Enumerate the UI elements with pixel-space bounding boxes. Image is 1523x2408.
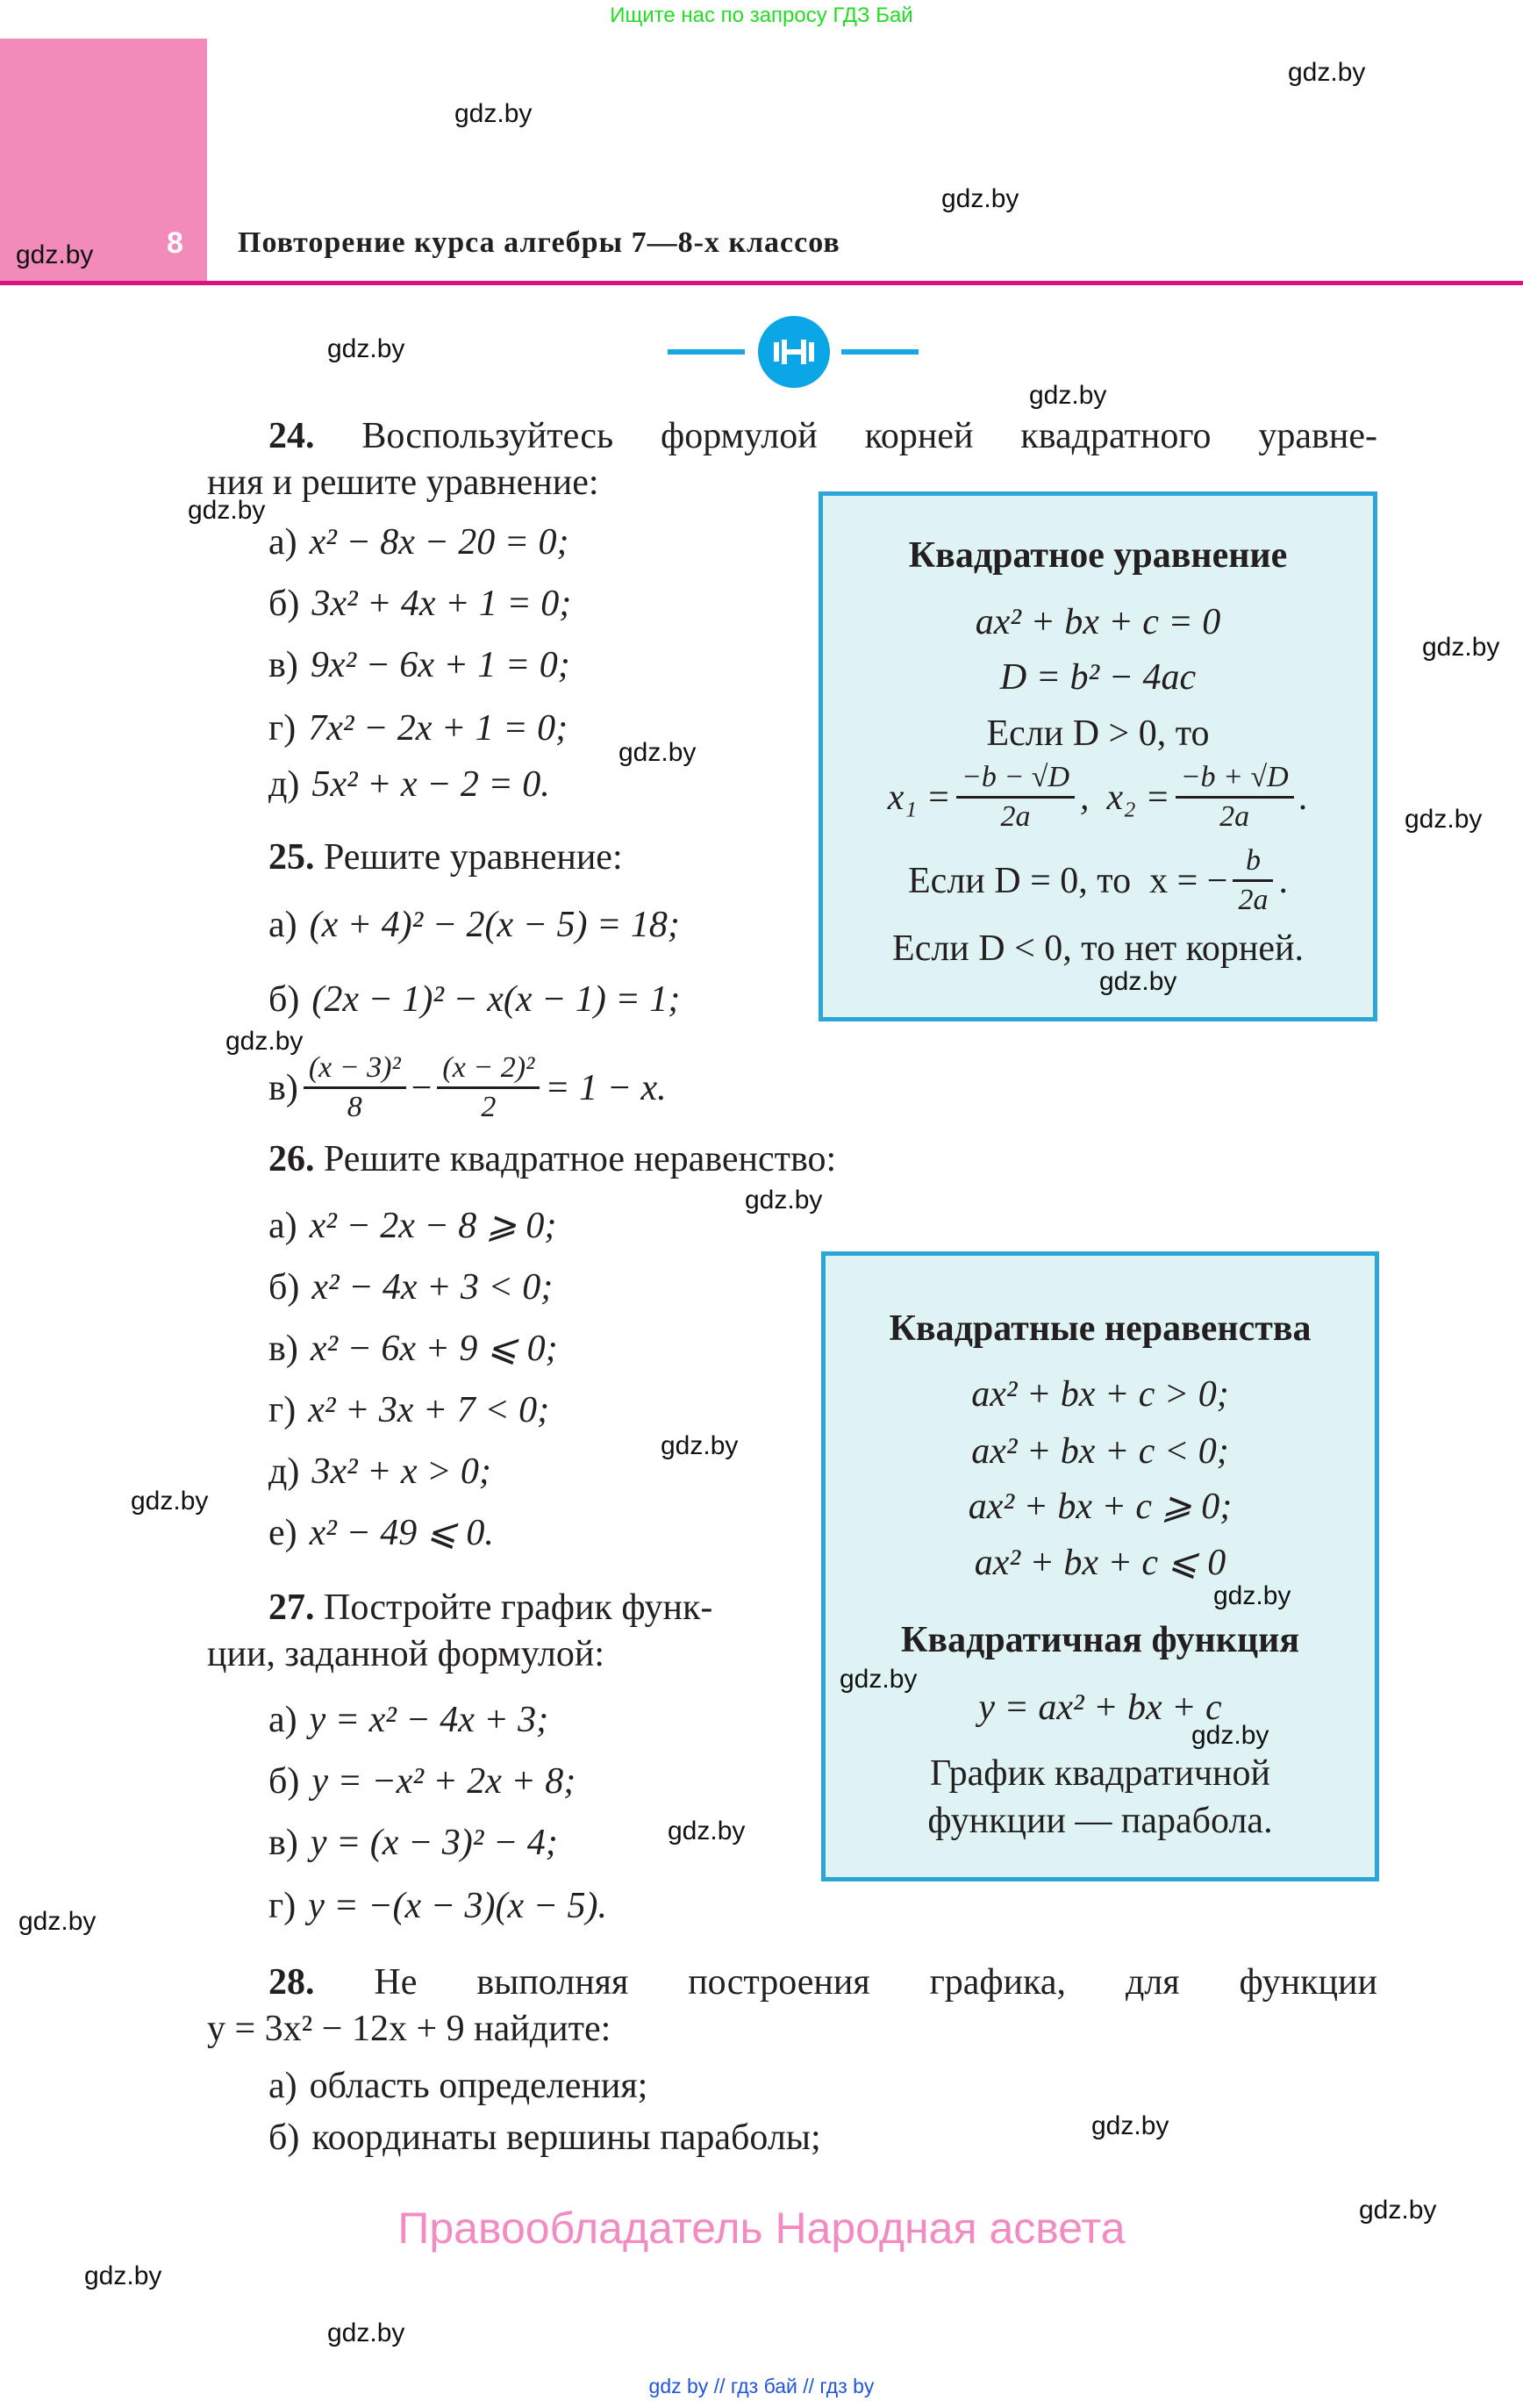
watermark: gdz.by	[188, 496, 266, 525]
problem-text-word: выполняя	[476, 1962, 629, 2003]
inequality: ax² + bx + c ⩾ 0;	[968, 1487, 1233, 1527]
period: .	[1298, 777, 1309, 818]
item-expression: координаты вершины параболы;	[311, 2118, 821, 2158]
function-title: Квадратичная функция	[900, 1620, 1300, 1660]
item-label: а)	[268, 1206, 297, 1246]
inequality: ax² + bx + c > 0;	[971, 1374, 1229, 1415]
top-banner[interactable]: Ищите нас по запросу ГДЗ Бай	[610, 4, 913, 27]
operator: −	[411, 1067, 433, 1108]
quadratic-inequalities-box	[821, 1251, 1379, 1881]
problem-26-item	[268, 1203, 556, 1249]
denominator: 2	[437, 1086, 540, 1126]
box-title: Квадратные неравенства	[889, 1308, 1312, 1349]
problem-25-item	[268, 902, 680, 948]
bottom-links[interactable]: gdz by // гдз бай // гдз by	[648, 2375, 875, 2397]
fraction	[437, 1050, 540, 1126]
item-expression: x² − 4x + 3 < 0;	[311, 1267, 554, 1308]
problem-text-word: Не	[374, 1962, 418, 2003]
watermark: gdz.by	[1099, 967, 1177, 996]
item-label: а)	[268, 905, 297, 945]
divider-right	[841, 349, 919, 355]
problem-text-word: функции	[1239, 1962, 1377, 2003]
item-expression: (x + 4)² − 2(x − 5) = 18;	[309, 905, 680, 945]
fraction	[1176, 759, 1294, 835]
watermark: gdz.by	[327, 2318, 405, 2347]
item-label: г)	[268, 708, 297, 749]
item-expression: y = x² − 4x + 3;	[309, 1700, 549, 1740]
item-label: г)	[268, 1886, 297, 1926]
watermark: gdz.by	[745, 1186, 823, 1215]
item-expression: x² + 3x + 7 < 0;	[308, 1390, 550, 1430]
problem-24-item	[268, 762, 550, 807]
problem-27-line1	[268, 1585, 712, 1630]
item-expression: x² − 2x − 8 ⩾ 0;	[309, 1206, 557, 1246]
watermark: gdz.by	[131, 1487, 209, 1516]
watermark: gdz.by	[225, 1027, 304, 1056]
problem-26-item	[268, 1387, 549, 1433]
item-label: б)	[268, 1267, 300, 1308]
item-expression: 7x² − 2x + 1 = 0;	[308, 708, 568, 749]
problem-28-line2: y = 3x² − 12x + 9 найдите:	[207, 2009, 611, 2049]
rhs: = 1 − x.	[545, 1067, 667, 1108]
watermark: gdz.by	[18, 1907, 97, 1936]
problem-26-item	[268, 1326, 558, 1372]
box-title: Квадратное уравнение	[908, 535, 1288, 576]
problem-25-item-c	[268, 1050, 667, 1126]
problem-text: Решите уравнение:	[324, 837, 623, 878]
header-divider	[0, 281, 1523, 285]
numerator: −b + √D	[1180, 761, 1289, 793]
item-label: б)	[268, 2118, 300, 2158]
watermark: gdz.by	[454, 99, 533, 128]
problem-25-item	[268, 977, 680, 1022]
item-label: а)	[268, 1700, 297, 1740]
general-form: ax² + bx + c = 0	[975, 602, 1221, 642]
period: .	[1278, 860, 1288, 901]
item-label: в)	[268, 645, 298, 685]
problem-28-item	[268, 2063, 647, 2109]
item-label: е)	[268, 1513, 297, 1553]
item-expression: (2x − 1)² − x(x − 1) = 1;	[311, 979, 681, 1020]
item-label: а)	[268, 2066, 297, 2106]
case-zero	[823, 842, 1373, 919]
denominator: 2a	[956, 796, 1075, 835]
problem-24-item	[268, 706, 568, 751]
problem-text: Решите квадратное неравенство:	[324, 1139, 837, 1179]
item-label: д)	[268, 764, 300, 805]
function-formula: y = ax² + bx + c	[978, 1688, 1222, 1728]
item-label: б)	[268, 979, 300, 1020]
item-label: в)	[268, 1329, 298, 1369]
watermark: gdz.by	[1213, 1581, 1291, 1610]
watermark: gdz.by	[1091, 2111, 1169, 2140]
watermark: gdz.by	[1288, 58, 1366, 87]
inequality: ax² + bx + c ⩽ 0	[974, 1543, 1226, 1583]
problem-28-line1	[268, 1960, 1377, 2005]
problem-number: 28.	[268, 1962, 315, 2003]
problem-text-word: построения	[688, 1962, 870, 2003]
item-label: г)	[268, 1390, 297, 1430]
inequality: ax² + bx + c < 0;	[971, 1431, 1229, 1472]
numerator: −b − √D	[961, 761, 1069, 793]
denominator: 2a	[1176, 796, 1294, 835]
item-expression: область определения;	[309, 2066, 648, 2106]
item-label: в)	[268, 1067, 298, 1108]
copyright-notice: Правообладатель Народная асвета	[397, 2204, 1126, 2253]
problem-27-item	[268, 1820, 558, 1866]
problem-text-word: графика,	[929, 1962, 1067, 2003]
problem-26-title	[268, 1136, 836, 1182]
watermark: gdz.by	[618, 738, 697, 767]
watermark: gdz.by	[327, 334, 405, 363]
numerator: (x − 3)²	[308, 1051, 401, 1084]
watermark: gdz.by	[661, 1431, 739, 1460]
problem-number: 26.	[268, 1139, 315, 1179]
watermark: gdz.by	[668, 1817, 746, 1845]
numerator: b	[1245, 844, 1261, 877]
problem-26-item	[268, 1510, 494, 1556]
item-expression: x² − 49 ⩽ 0.	[309, 1513, 494, 1553]
watermark: gdz.by	[16, 240, 94, 269]
divider-left	[668, 349, 745, 355]
chapter-title: Повторение курса алгебры 7—8-х классов	[238, 226, 840, 259]
problem-28-item	[268, 2115, 821, 2161]
item-expression: x² − 6x + 9 ⩽ 0;	[310, 1329, 558, 1369]
item-expression: y = −(x − 3)(x − 5).	[308, 1886, 607, 1926]
problem-24-line1	[268, 413, 1377, 459]
dumbbell-icon	[758, 316, 830, 388]
problem-text: Воспользуйтесь формулой корней квадратного уравне-	[361, 416, 1377, 456]
problem-24-line2: ния и решите уравнение:	[207, 462, 599, 503]
denominator: 2a	[1233, 879, 1273, 919]
watermark: gdz.by	[1422, 633, 1500, 662]
item-expression: x² − 8x − 20 = 0;	[309, 522, 569, 563]
item-label: б)	[268, 1761, 300, 1802]
item-expression: 3x² + 4x + 1 = 0;	[311, 584, 572, 624]
watermark: gdz.by	[1359, 2196, 1437, 2225]
problem-number: 27.	[268, 1587, 315, 1628]
item-label: б)	[268, 584, 300, 624]
problem-number: 24.	[268, 416, 315, 456]
numerator: (x − 2)²	[442, 1051, 535, 1084]
roots-formula	[823, 759, 1373, 835]
problem-27-item	[268, 1697, 548, 1743]
item-expression: y = −x² + 2x + 8;	[311, 1761, 576, 1802]
problem-24-item	[268, 520, 569, 565]
watermark: gdz.by	[1405, 805, 1483, 834]
fraction	[1233, 842, 1273, 919]
problem-27-item	[268, 1759, 576, 1804]
problem-26-item	[268, 1449, 491, 1494]
watermark: gdz.by	[84, 2261, 162, 2290]
problem-text: Постройте график функ-	[324, 1587, 713, 1628]
page-number: 8	[167, 226, 183, 260]
discriminant: D = b² − 4ac	[999, 657, 1197, 698]
problem-25-title	[268, 835, 623, 880]
watermark: gdz.by	[1191, 1721, 1269, 1750]
case-zero-text: Если D = 0, то x = −	[908, 860, 1228, 901]
problem-27-line2: ции, заданной формулой:	[207, 1634, 605, 1674]
x2-label: x₂ =	[1106, 777, 1170, 818]
item-expression: y = (x − 3)² − 4;	[310, 1823, 558, 1863]
item-expression: 5x² + x − 2 = 0.	[311, 764, 550, 805]
case-negative: Если D < 0, то нет корней.	[892, 928, 1304, 969]
item-expression: 3x² + x > 0;	[311, 1451, 491, 1492]
problem-text-word: для	[1125, 1962, 1180, 2003]
graph-text-line1: График квадратичной	[929, 1753, 1271, 1794]
watermark: gdz.by	[941, 184, 1019, 213]
item-label: д)	[268, 1451, 300, 1492]
x1-label: x₁ =	[887, 777, 951, 818]
fraction	[304, 1050, 406, 1126]
item-label: а)	[268, 522, 297, 563]
problem-24-item	[268, 642, 570, 688]
item-label: в)	[268, 1823, 298, 1863]
denominator: 8	[304, 1086, 406, 1126]
separator: ,	[1080, 777, 1090, 818]
problem-26-item	[268, 1265, 553, 1310]
case-positive: Если D > 0, то	[986, 713, 1210, 754]
quadratic-equation-box	[819, 491, 1377, 1021]
item-expression: 9x² − 6x + 1 = 0;	[310, 645, 570, 685]
problem-number: 25.	[268, 837, 315, 878]
fraction	[956, 759, 1075, 835]
watermark: gdz.by	[1029, 381, 1107, 410]
problem-27-item	[268, 1883, 607, 1929]
watermark: gdz.by	[840, 1665, 918, 1694]
graph-text-line2: функции — парабола.	[927, 1801, 1273, 1841]
problem-24-item	[268, 581, 571, 627]
